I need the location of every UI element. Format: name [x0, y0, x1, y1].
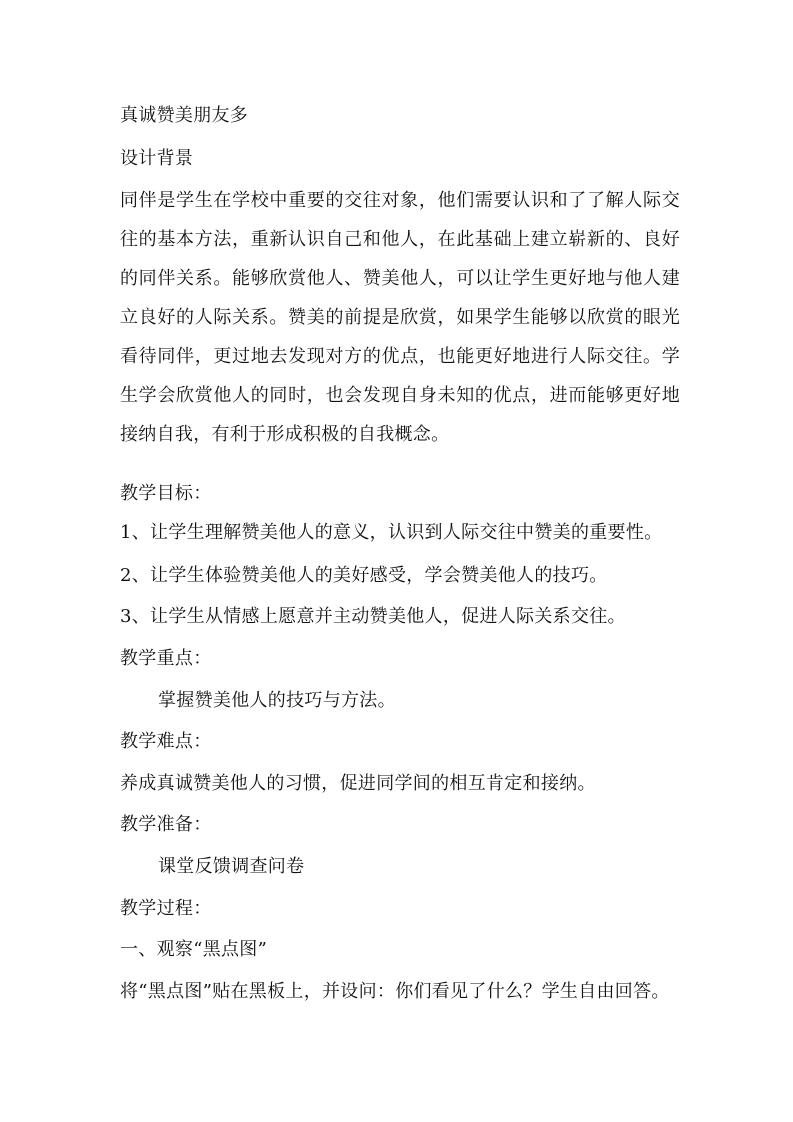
- goal-item-3: 3、让学生从情感上愿意并主动赞美他人，促进人际关系交往。: [120, 606, 626, 627]
- prep-text: 课堂反馈调查问卷: [158, 856, 305, 877]
- prep-heading: 教学准备：: [120, 814, 212, 835]
- difficulty-text: 养成真诚赞美他人的习惯，促进同学间的相互肯定和接纳。: [120, 773, 596, 794]
- goal-item-1: 1、让学生理解赞美他人的意义，认识到人际交往中赞美的重要性。: [120, 522, 663, 543]
- difficulty-heading: 教学难点：: [120, 731, 212, 752]
- process-heading: 教学过程：: [120, 898, 212, 919]
- key-text: 掌握赞美他人的技巧与方法。: [158, 690, 396, 711]
- document-title: 真诚赞美朋友多: [120, 105, 249, 126]
- step1-heading: 一、观察“黑点图”: [120, 939, 268, 960]
- goal-item-2: 2、让学生体验赞美他人的美好感受，学会赞美他人的技巧。: [120, 565, 608, 586]
- goals-heading: 教学目标：: [120, 483, 212, 504]
- background-heading: 设计背景: [120, 148, 194, 169]
- background-paragraph: 同伴是学生在学校中重要的交往对象，他们需要认识和了了解人际交往的基本方法，重新认识自己和他人，在此基础上建立崭新的、良好的同伴关系。能够欣赏他人、赞美他人，可以让学生更好地与他人建立良好的人际关系。赞美的前提是欣赏，如果学生能够以欣赏的眼光看待同伴，更过地去发现对方的优点，也能更好地进行人际交往。学生学会欣赏他人的同时，也会发现自身未知的优点，进而能够更好地接纳自我，有利于形成积极的自我概念。: [120, 190, 680, 445]
- key-heading: 教学重点：: [120, 648, 212, 669]
- step1-text: 将“黑点图”贴在黑板上，并设问：你们看见了什么？学生自由回答。: [120, 981, 670, 1002]
